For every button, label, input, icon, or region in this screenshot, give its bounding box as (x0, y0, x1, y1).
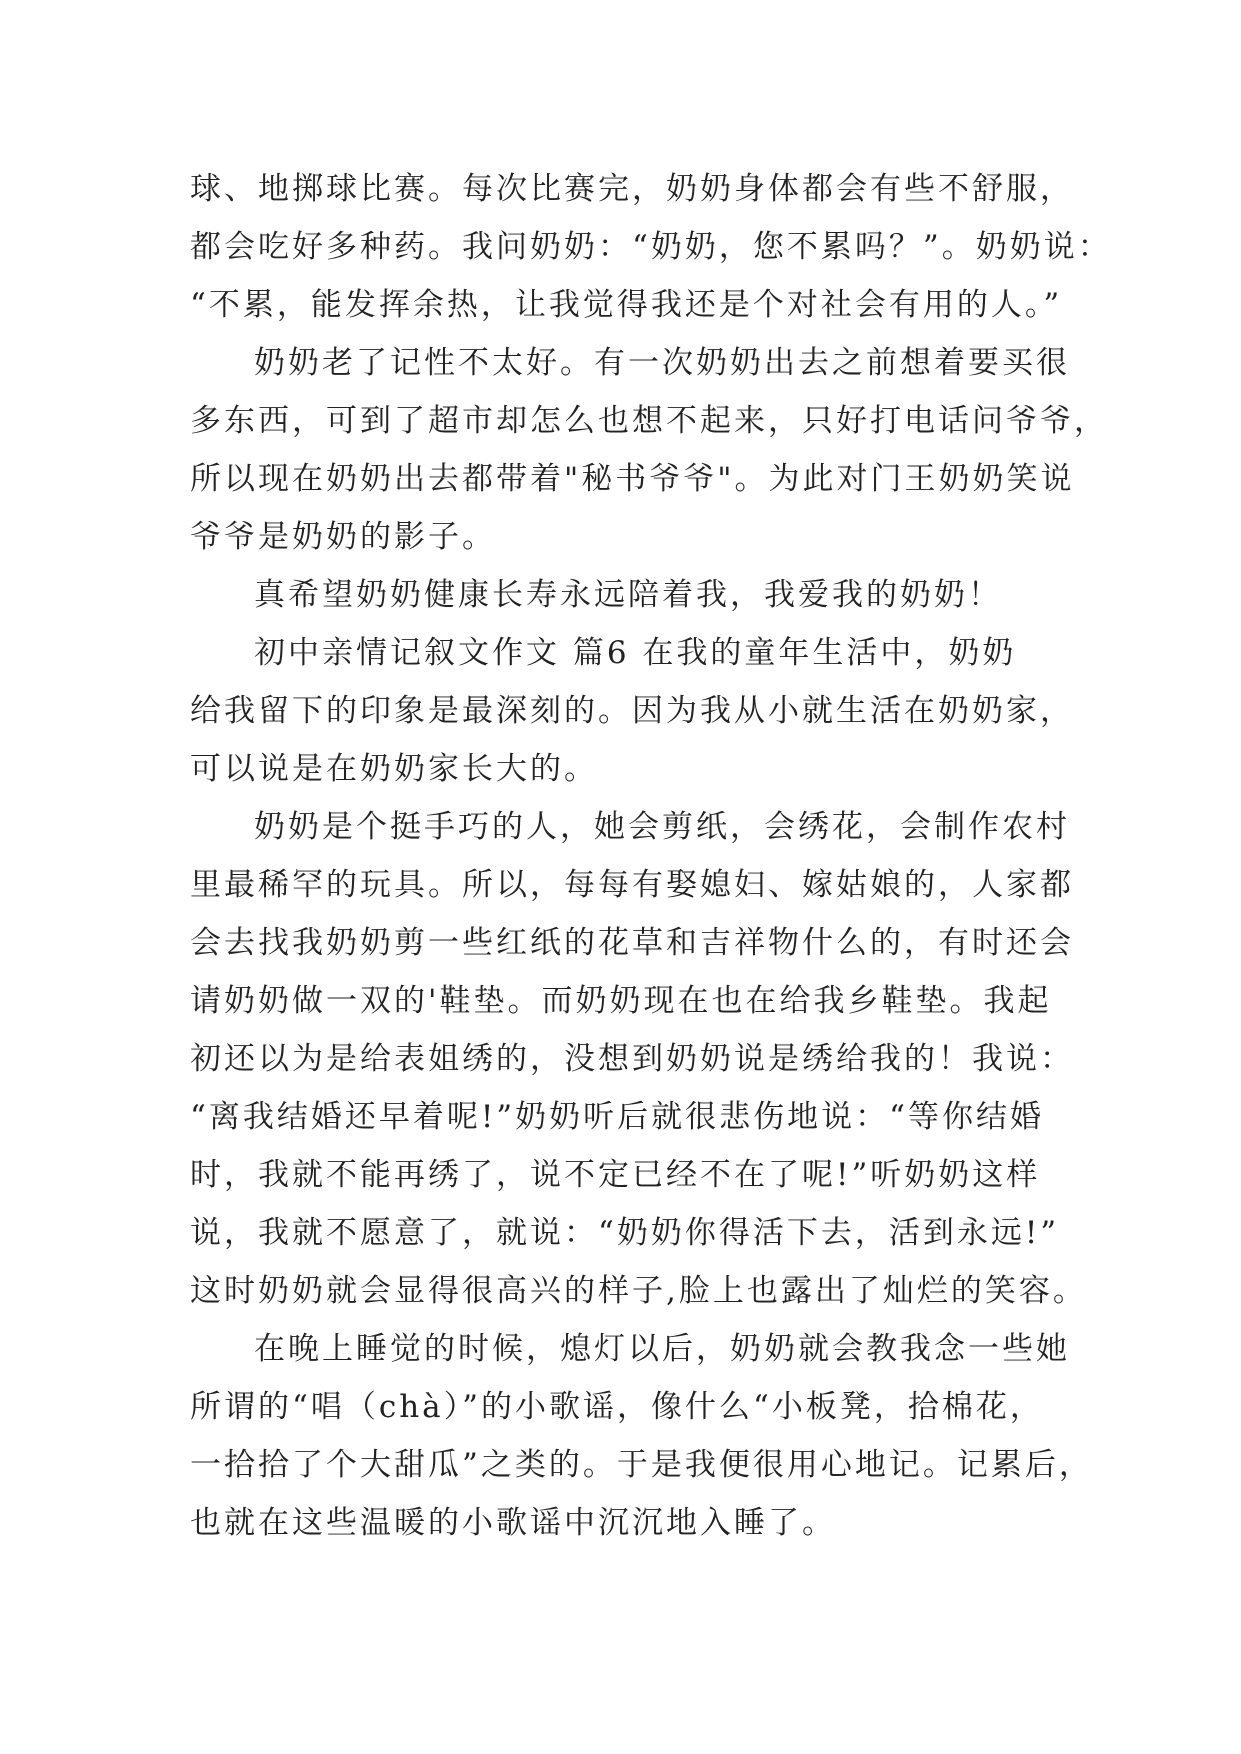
text-line: 一拾拾了个大甜瓜”之类的。于是我便很用心地记。记累后， (190, 1447, 1093, 1483)
paragraph-start-line: 在晚上睡觉的时候，熄灯以后，奶奶就会教我念一些她 (254, 1331, 1070, 1367)
text-line: 可以说是在奶奶家长大的。 (190, 751, 598, 787)
text-line: 里最稀罕的玩具。所以，每每有娶媳妇、嫁姑娘的，人家都 (190, 867, 1074, 903)
text-line: 这时奶奶就会显得很高兴的样子,脸上也露出了灿烂的笑容。 (190, 1273, 1087, 1309)
paragraph-start-line: 奶奶是个挺手巧的人，她会剪纸，会绣花，会制作农村 (254, 809, 1070, 845)
text-line: 时，我就不能再绣了，说不定已经不在了呢!”听奶奶这样 (190, 1157, 1041, 1193)
text-line: 所谓的“唱（chà）”的小歌谣，像什么“小板凳，拾棉花， (190, 1389, 1044, 1425)
text-line: 都会吃好多种药。我问奶奶：“奶奶，您不累吗？”。奶奶说： (190, 229, 1112, 265)
text-line: 多东西，可到了超市却怎么也想不起来，只好打电话问爷爷， (190, 403, 1108, 439)
text-line: 初还以为是给表姐绣的，没想到奶奶说是绣给我的！我说： (190, 1041, 1074, 1077)
text-line: 爷爷是奶奶的影子。 (190, 519, 496, 555)
paragraph-start-line: 真希望奶奶健康长寿永远陪着我，我爱我的奶奶！ (254, 577, 1002, 613)
text-line: 请奶奶做一双的'鞋垫。而奶奶现在也在给我乡鞋垫。我起 (190, 983, 1052, 1019)
text-line: 也就在这些温暖的小歌谣中沉沉地入睡了。 (190, 1505, 836, 1541)
text-line: “不累，能发挥余热，让我觉得我还是个对社会有用的人。” (190, 287, 1063, 323)
text-line: 说，我就不愿意了，就说：“奶奶你得活下去，活到永远!” (190, 1215, 1060, 1251)
essay-body (190, 160, 1112, 1552)
paragraph-start-line: 奶奶老了记性不太好。有一次奶奶出去之前想着要买很 (254, 345, 1070, 381)
text-line: “离我结婚还早着呢!”奶奶听后就很悲伤地说：“等你结婚 (190, 1099, 1044, 1135)
text-line: 球、地掷球比赛。每次比赛完，奶奶身体都会有些不舒服， (190, 171, 1074, 207)
text-line: 会去找我奶奶剪一些红纸的花草和吉祥物什么的，有时还会 (190, 925, 1074, 961)
text-line: 所以现在奶奶出去都带着"秘书爷爷"。为此对门王奶奶笑说 (190, 461, 1075, 497)
text-line: 给我留下的印象是最深刻的。因为我从小就生活在奶奶家， (190, 693, 1074, 729)
section-heading-line: 初中亲情记叙文作文 篇6 在我的童年生活中，奶奶 (254, 635, 1017, 671)
